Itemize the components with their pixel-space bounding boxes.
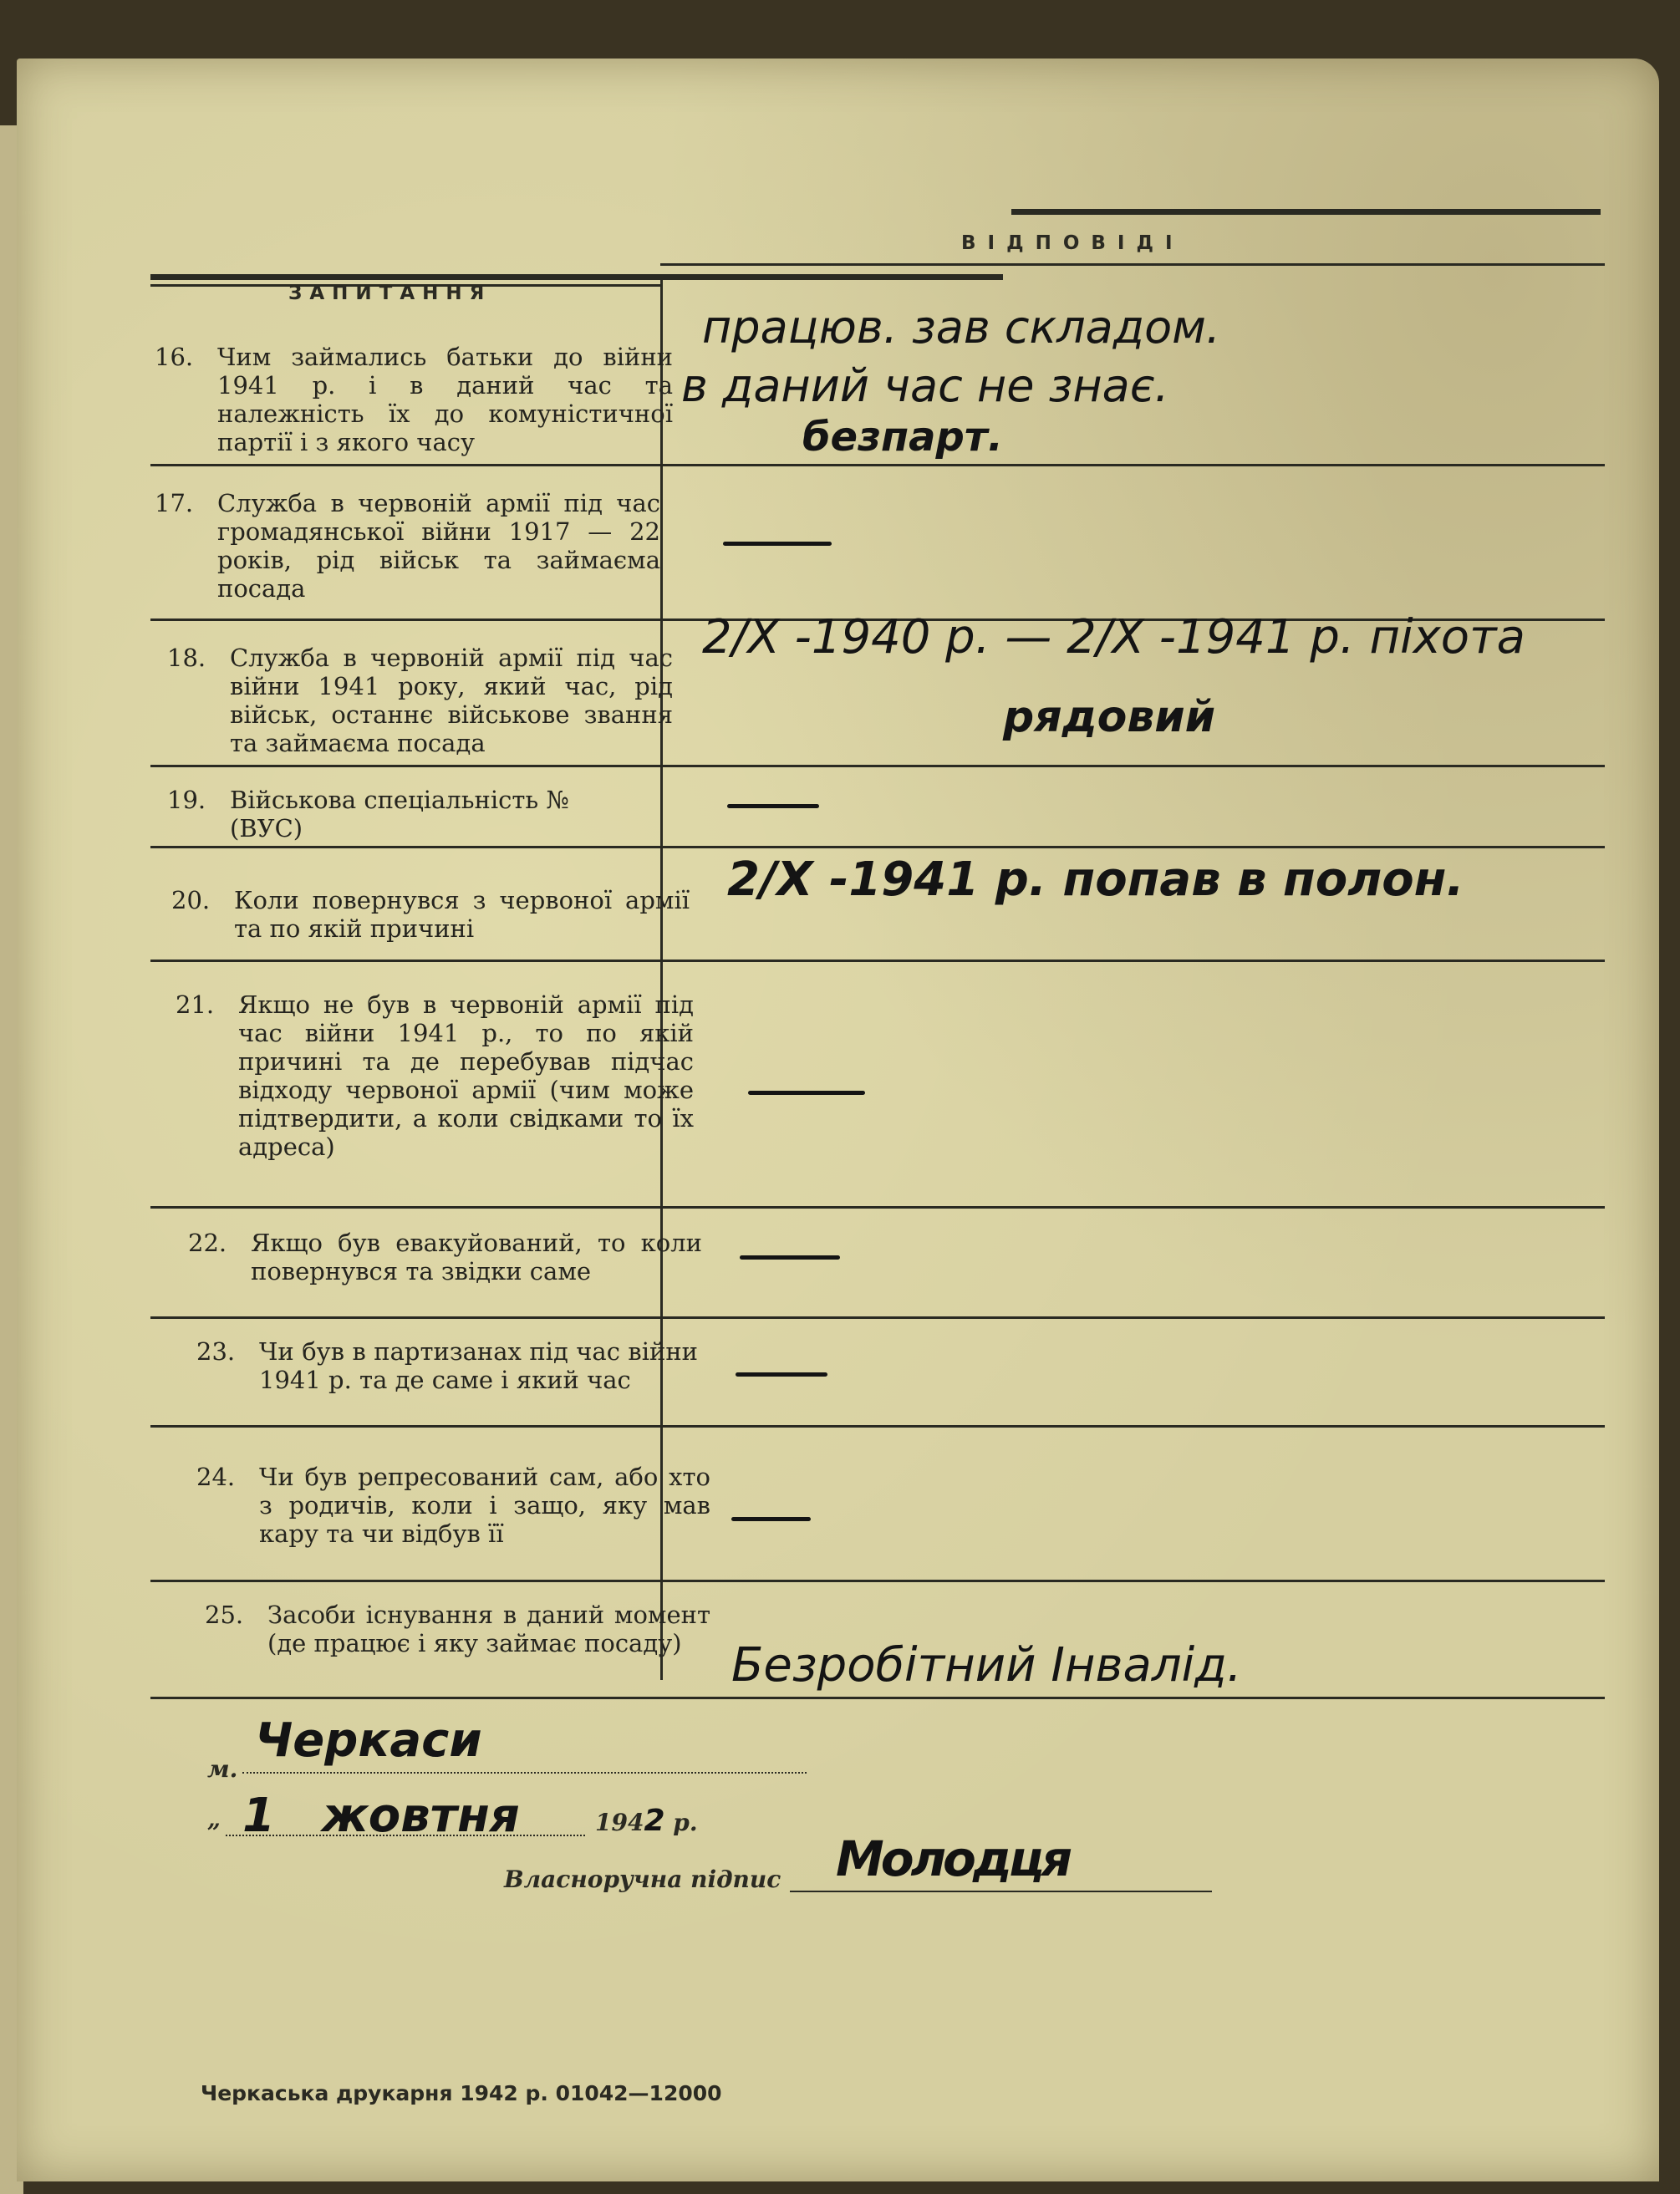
city-value: Черкаси xyxy=(255,1713,482,1768)
city-prefix: м. xyxy=(207,1755,238,1783)
answer-17-dash xyxy=(723,542,832,546)
header-rule-right xyxy=(660,263,1605,266)
row-separator xyxy=(150,1697,1605,1699)
question-text: Чим займались батьки до війни 1941 р. і в даний час та належність їх до комуністичної партії і з якого часу xyxy=(217,343,673,456)
answer-23-dash xyxy=(736,1372,827,1377)
row-separator xyxy=(150,464,1605,466)
answer-19-dash xyxy=(727,804,819,808)
question-text: Якщо був евакуйований, то коли повернувся та звідки саме xyxy=(251,1229,702,1285)
header-top-rule xyxy=(1011,209,1601,215)
question-number: 18. xyxy=(167,644,206,672)
year-suffix: р. xyxy=(673,1809,698,1836)
question-number: 20. xyxy=(171,886,211,914)
year-digit: 2 xyxy=(644,1804,665,1838)
row-separator xyxy=(150,1580,1605,1582)
row-separator xyxy=(150,1425,1605,1428)
answer-18-line-1: 2/X -1940 р. — 2/X -1941 р. піхота xyxy=(702,610,1525,664)
answer-18-line-2: рядовий xyxy=(1003,692,1216,742)
signature-underline xyxy=(790,1891,1212,1892)
row-separator xyxy=(150,765,1605,767)
question-number: 17. xyxy=(155,489,194,517)
row-separator xyxy=(150,960,1605,962)
question-number: 23. xyxy=(196,1337,236,1366)
question-number: 19. xyxy=(167,786,206,814)
question-number: 22. xyxy=(188,1229,227,1257)
answers-header: ВІДПОВІДІ xyxy=(961,232,1184,254)
questions-header: ЗАПИТАННЯ xyxy=(288,283,492,304)
row-separator xyxy=(150,846,1605,848)
question-text: Чи був в партизанах під час війни 1941 р. та де саме і який час xyxy=(259,1337,698,1394)
question-text: Засоби існування в даний момент (де працює і яку займає посаду) xyxy=(267,1601,710,1657)
answer-21-dash xyxy=(748,1091,865,1095)
signature: Молодця xyxy=(836,1830,1069,1887)
printer-imprint: Черкаська друкарня 1942 р. 01042—12000 xyxy=(201,2081,722,2105)
year-prefix-text: 194 xyxy=(595,1809,644,1836)
date-underline xyxy=(226,1835,585,1836)
header-rule-left xyxy=(150,274,1003,280)
question-number: 24. xyxy=(196,1463,236,1491)
date-quote: „ xyxy=(207,1805,221,1833)
answer-20: 2/X -1941 р. попав в полон. xyxy=(727,853,1464,907)
answer-25: Безробітний Інвалід. xyxy=(731,1638,1242,1693)
signature-label: Власноручна підпис xyxy=(504,1866,781,1893)
row-separator xyxy=(150,1316,1605,1319)
answer-16-line-2: в даний час не знає. xyxy=(681,359,1169,412)
question-number: 25. xyxy=(205,1601,244,1629)
question-text: Військова спеціальність № (ВУС) xyxy=(230,786,569,842)
answer-16-line-3: безпарт. xyxy=(802,414,1003,461)
question-text: Якщо не був в червоній армії під час війни 1941 р., то по якій причині та де перебував підчас відходу червоної армії (чим може підтвердити, а коли свідками то їх адреса) xyxy=(238,990,694,1161)
row-separator xyxy=(150,1206,1605,1209)
question-text: Коли повернувся з червоної армії та по якій причині xyxy=(234,886,690,943)
date-month: жовтня xyxy=(322,1789,520,1843)
question-text: Служба в червоній армії під час війни 1941 року, який час, рід військ, останнє військове звання та займаєма посада xyxy=(230,644,673,757)
date-day: 1 xyxy=(242,1789,275,1843)
question-number: 16. xyxy=(155,343,194,371)
year-prefix xyxy=(595,1804,698,1838)
question-number: 21. xyxy=(176,990,215,1019)
city-underline xyxy=(242,1772,807,1774)
question-text: Чи був репресований сам, або хто з родичів, коли і защо, яку мав кару та чи відбув її xyxy=(259,1463,710,1548)
answer-24-dash xyxy=(731,1517,811,1521)
answer-16-line-1: працюв. зав складом. xyxy=(702,301,1221,354)
answer-22-dash xyxy=(740,1255,840,1260)
question-text: Служба в червоній армії під час громадянської війни 1917 — 22 років, рід військ та займаєма посада xyxy=(217,489,660,603)
